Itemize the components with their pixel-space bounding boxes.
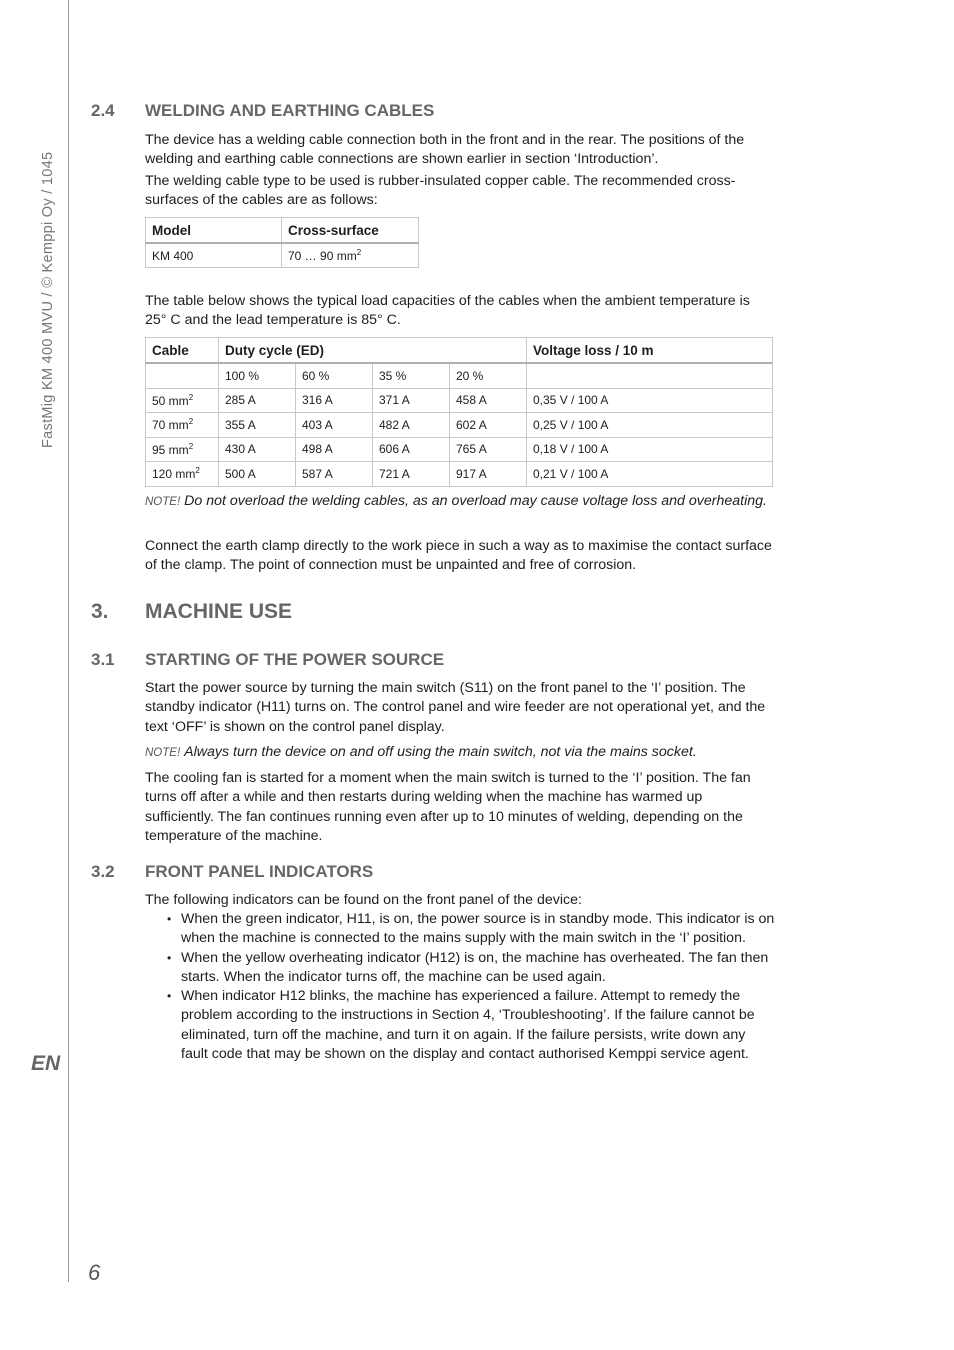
section-3-2-heading xyxy=(91,862,373,882)
table-cell: 100 % xyxy=(219,363,296,388)
table-cell xyxy=(282,243,419,268)
load-capacity-table xyxy=(145,337,773,487)
document-reference: FastMig KM 400 MVU / © Kemppi Oy / 1045 xyxy=(40,151,56,448)
table-cell: 285 A xyxy=(219,388,296,413)
table-header-cell: Duty cycle (ED) xyxy=(219,338,527,364)
table-cell xyxy=(146,388,219,413)
list-item: • When indicator H12 blinks, the machine has experienced a failure. Attempt to remedy the problem according to the instructions in Section 4, ‘Troubleshooting’. If the failure cannot be eliminated, turn off the machine, and turn it on again. If the failure persists, write down any fault code that may be shown on the display and contact authorised Kemppi service agent. xyxy=(145,987,775,1064)
table-row xyxy=(146,462,773,487)
indicator-list xyxy=(145,910,775,1064)
section-2-4-heading xyxy=(91,101,434,121)
table-cell: 316 A xyxy=(296,388,373,413)
table-cell: 35 % xyxy=(373,363,450,388)
table-cell: 0,25 V / 100 A xyxy=(527,413,773,438)
note-label: NOTE! xyxy=(145,747,181,759)
table-cell: KM 400 xyxy=(146,243,282,268)
paragraph: The following indicators can be found on the front panel of the device: xyxy=(145,892,582,908)
table-cell: 0,21 V / 100 A xyxy=(527,462,773,487)
note-label: NOTE! xyxy=(145,496,181,508)
table-row xyxy=(146,363,773,388)
note-text: Always turn the device on and off using the main switch, not via the mains socket. xyxy=(184,744,697,760)
margin-rule xyxy=(68,0,69,1282)
paragraph: The table below shows the typical load capacities of the cables when the ambient temperature is 25° C and the lead temperature is 85° C. xyxy=(145,293,750,329)
table-cell xyxy=(527,363,773,388)
paragraph: Connect the earth clamp directly to the work piece in such a way as to maximise the contact surface of the clamp. The point of connection must be unpainted and free of corrosion. xyxy=(145,538,772,574)
section-number: 3.1 xyxy=(91,650,115,669)
table-cell xyxy=(146,363,219,388)
table-row xyxy=(146,243,419,268)
section-number: 3. xyxy=(91,600,109,623)
table-cell: 430 A xyxy=(219,437,296,462)
note xyxy=(145,492,775,512)
section-3-heading xyxy=(91,600,292,624)
table-cell: 587 A xyxy=(296,462,373,487)
table-header-row xyxy=(146,218,419,244)
table-header-row xyxy=(146,338,773,364)
cross-surface-table xyxy=(145,217,419,268)
table-row xyxy=(146,413,773,438)
table-cell: 606 A xyxy=(373,437,450,462)
section-title: STARTING OF THE POWER SOURCE xyxy=(145,650,445,669)
list-item: • When the green indicator, H11, is on, the power source is in standby mode. This indicator is on when the machine is connected to the mains supply with the main switch in the ‘I’ position. xyxy=(145,910,775,949)
page-number: 6 xyxy=(88,1260,101,1285)
table-cell xyxy=(146,413,219,438)
table-cell: 498 A xyxy=(296,437,373,462)
note xyxy=(145,743,775,763)
cell-value: 70 … 90 mm xyxy=(288,249,357,263)
table-cell: 500 A xyxy=(219,462,296,487)
table-cell: 917 A xyxy=(450,462,527,487)
language-code: EN xyxy=(31,1052,61,1075)
paragraph: The device has a welding cable connection both in the front and in the rear. The positions of the welding and earthing cable connections are shown earlier in section ‘Introduction’. xyxy=(145,132,745,168)
section-title: MACHINE USE xyxy=(145,600,293,623)
table-row xyxy=(146,437,773,462)
superscript: 2 xyxy=(195,466,200,476)
section-number: 2.4 xyxy=(91,101,115,120)
paragraph: The welding cable type to be used is rubber-insulated copper cable. The recommended cross-surfaces of the cables are as follows: xyxy=(145,173,736,209)
table-header-cell: Cross-surface xyxy=(282,218,419,244)
cell-value: 95 mm xyxy=(152,442,189,457)
section-title: FRONT PANEL INDICATORS xyxy=(145,862,374,881)
table-cell: 0,18 V / 100 A xyxy=(527,437,773,462)
table-cell: 458 A xyxy=(450,388,527,413)
table-row xyxy=(146,388,773,413)
paragraph: The cooling fan is started for a moment when the main switch is turned to the ‘I’ position. The fan turns off after a while and then restarts during welding when the machine has warmed up sufficiently. The fan continues running even after up to 10 minutes of welding, depending on the temperature of the machine. xyxy=(145,770,751,844)
section-3-1-heading xyxy=(91,650,444,670)
paragraph: Start the power source by turning the main switch (S11) on the front panel to the ‘I’ position. The standby indicator (H11) turns on. The control panel and wire feeder are not operational yet, and the text ‘OFF’ is shown on the control panel display. xyxy=(145,680,766,735)
superscript: 2 xyxy=(188,417,194,427)
table-cell: 20 % xyxy=(450,363,527,388)
table-cell: 371 A xyxy=(373,388,450,413)
superscript: 2 xyxy=(188,441,194,451)
note-text: Do not overload the welding cables, as an overload may cause voltage loss and overheating. xyxy=(184,493,767,509)
table-header-cell: Cable xyxy=(146,338,219,364)
cell-value: 70 mm xyxy=(152,418,189,433)
table-cell: 482 A xyxy=(373,413,450,438)
cell-value: 120 mm xyxy=(152,467,196,482)
table-cell: 765 A xyxy=(450,437,527,462)
list-item: • When the yellow overheating indicator (H12) is on, the machine has overheated. The fan then starts. When the indicator turns off, the machine can be used again. xyxy=(145,949,775,988)
superscript: 2 xyxy=(356,248,362,257)
table-cell: 602 A xyxy=(450,413,527,438)
cell-value: 50 mm xyxy=(152,393,189,408)
table-cell xyxy=(146,462,219,487)
table-header-cell: Model xyxy=(146,218,282,244)
table-cell: 355 A xyxy=(219,413,296,438)
table-header-cell: Voltage loss / 10 m xyxy=(527,338,773,364)
section-title: WELDING AND EARTHING CABLES xyxy=(145,101,435,120)
table-cell xyxy=(146,437,219,462)
superscript: 2 xyxy=(188,392,194,402)
section-number: 3.2 xyxy=(91,862,115,881)
table-cell: 721 A xyxy=(373,462,450,487)
table-cell: 403 A xyxy=(296,413,373,438)
table-cell: 60 % xyxy=(296,363,373,388)
table-cell: 0,35 V / 100 A xyxy=(527,388,773,413)
